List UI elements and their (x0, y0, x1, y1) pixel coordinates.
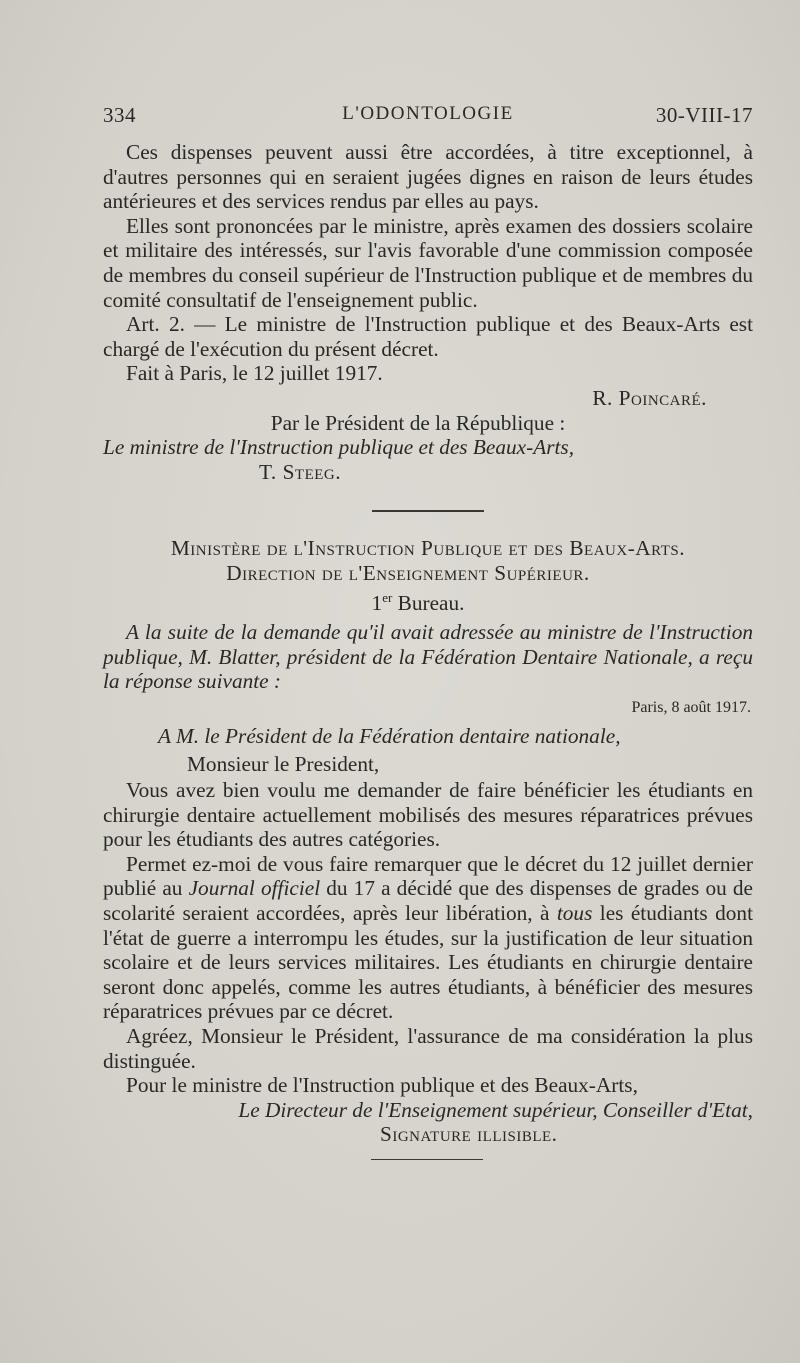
signatory-title: Le Directeur de l'Enseignement supérieur, Conseiller d'Etat, (238, 1097, 753, 1122)
letter-paragraph-1: Vous avez bien voulu me demander de faire bénéficier les étudiants en chirurgie dentaire actuellement mobilisés des mesures réparatrices prévues pour les étudiants des autres catégories. (103, 777, 753, 852)
ministry-heading: Ministère de l'Instruction Publique et des Beaux-Arts. (170, 536, 686, 561)
decree-article-2: Art. 2. — Le ministre de l'Instruction publique et des Beaux-Arts est chargé de l'exécution du présent décret. (103, 312, 753, 361)
letter-place-date: Paris, 8 août 1917. (631, 698, 751, 716)
by-president: Par le Président de la République : (270, 410, 566, 435)
decree-signature: R. Poincaré. (592, 385, 707, 410)
decree-place-date: Fait à Paris, le 12 juillet 1917. (126, 361, 383, 386)
issue-date: 30-VIII-17 (655, 103, 753, 127)
direction-heading: Direction de l'Enseignement Supérieur. (226, 560, 590, 585)
bureau-heading: 1er Bureau. (371, 589, 465, 615)
letter-paragraph-4: Pour le ministre de l'Instruction publique et des Beaux-Arts, (126, 1073, 638, 1098)
journal-officiel: Journal officiel (188, 876, 321, 901)
letter-addressee: A M. le Président de la Fédération dentaire nationale, (158, 723, 621, 748)
running-title: L'ODONTOLOGIE (342, 103, 514, 124)
decree-paragraph-1: Ces dispenses peuvent aussi être accordées, à titre exceptionnel, à d'autres personnes qui en seraient jugées dignes en raison de leurs études antérieures et des services rendus par elles au pays. (103, 140, 753, 214)
letter-paragraph-2: Permet ez-moi de vous faire remarquer que le décret du 12 juillet dernier publié au Journal officiel du 17 a décidé que des dispenses de grades ou de scolarité seraient accordées, après leur libération, à tous les étudiants dont l'état de guerre a interrompu les études, sur la justification de leur situation scolaire et de leurs services militaires. Les étudiants en chirurgie dentaire seront donc appelés, comme les autres étudiants, à bénéficier des mesures réparatrices prévues par ce décret. (103, 851, 753, 1024)
running-header (103, 103, 753, 133)
letter-paragraph-3: Agréez, Monsieur le Président, l'assurance de ma considération la plus distinguée. (103, 1023, 753, 1073)
letter-signature: Signature illisible. (380, 1122, 558, 1147)
intro-paragraph: A la suite de la demande qu'il avait adressée au ministre de l'Instruction publique, M. Blatter, président de la Fédération Dentaire Nationale, a reçu la réponse suivante : (103, 620, 753, 694)
letter-salutation: Monsieur le President, (187, 751, 380, 776)
page-number: 334 (103, 103, 136, 127)
page-body (103, 140, 753, 1160)
minister-title: Le ministre de l'Instruction publique et des Beaux-Arts, (103, 435, 575, 460)
minister-name: T. Steeg. (259, 459, 342, 484)
section-divider (372, 510, 484, 512)
decree-paragraph-2: Elles sont prononcées par le ministre, après examen des dossiers scolaire et militaire des intéressés, sur l'avis favorable d'une commission composée de membres du conseil supérieur de l'Instruction publique et de membres du comité consultatif de l'enseignement public. (103, 213, 753, 312)
closing-divider (371, 1159, 483, 1161)
